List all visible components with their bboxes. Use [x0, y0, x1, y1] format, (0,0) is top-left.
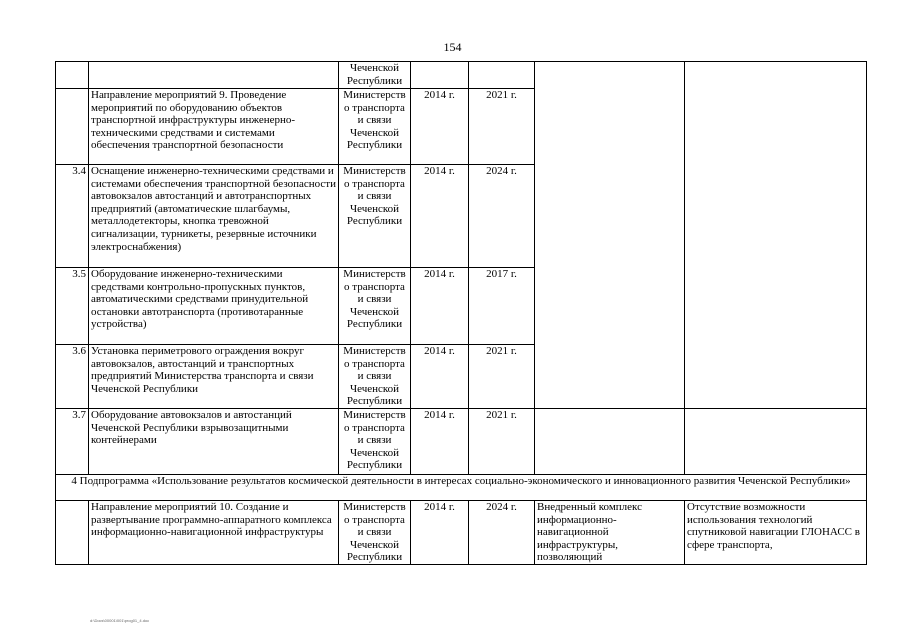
subprogram-row: [56, 475, 867, 501]
start-year-cell: [411, 62, 469, 89]
measure-name-cell: Оснащение инженерно-техническими средствами и системами обеспечения транспортной безопасности автовокзалов автостанций и автотранспортных предприятий (автоматические шлагбаумы, металлодетекторы, кнопка тревожной сигнализации, турникеты, резервные источники электроснабжения): [89, 165, 339, 268]
end-year-cell: 2021 г.: [469, 345, 535, 409]
row-number-cell: 3.5: [56, 268, 89, 345]
measure-name-cell: Направление мероприятий 9. Проведение мероприятий по оборудованию объектов транспортной инфраструктуры инженерно-техническими средствами и системами обеспечения транспортной безопасности: [89, 89, 339, 165]
result-cell: Внедренный комплекс информационно-навигационной инфраструктуры, позволяющий: [535, 501, 685, 565]
result-cell: [535, 409, 685, 475]
row-number-cell: [56, 89, 89, 165]
executor-cell: [339, 501, 411, 565]
table-row: [56, 501, 867, 565]
executor-text: Министерств о транспорта и связи Чеченской Республики: [343, 268, 406, 331]
table-row: [56, 62, 867, 89]
row-number-cell: [56, 62, 89, 89]
measure-name-cell: Направление мероприятий 10. Создание и развертывание программно-аппаратного комплекса информационно-навигационной инфраструктуры: [89, 501, 339, 565]
executor-cell: [339, 268, 411, 345]
executor-cell: [339, 165, 411, 268]
executor-text: Министерств о транспорта и связи Чеченской Республики: [343, 89, 406, 152]
consequence-cell: Отсутствие возможности использования технологий спутниковой навигации ГЛОНАСС в сфере транспорта,: [685, 501, 867, 565]
executor-cell: [339, 62, 411, 89]
executor-cell: [339, 89, 411, 165]
measure-name-cell: Установка периметрового ограждения вокруг автовокзалов, автостанций и транспортных предприятий Министерства транспорта и связи Чеченской Республики: [89, 345, 339, 409]
executor-cell: [339, 345, 411, 409]
result-cell: [535, 62, 685, 409]
start-year-cell: 2014 г.: [411, 501, 469, 565]
measure-name-cell: Оборудование автовокзалов и автостанций Чеченской Республики взрывозащитными контейнерами: [89, 409, 339, 475]
end-year-cell: 2024 г.: [469, 501, 535, 565]
start-year-cell: 2014 г.: [411, 89, 469, 165]
start-year-cell: 2014 г.: [411, 165, 469, 268]
executor-text: Министерств о транспорта и связи Чеченской Республики: [343, 409, 406, 472]
executor-text: Министерств о транспорта и связи Чеченской Республики: [343, 501, 406, 564]
measure-name-cell: Оборудование инженерно-техническими средствами контрольно-пропускных пунктов, автоматическими средствами принудительной остановки автотранспорта (противотаранные устройства): [89, 268, 339, 345]
end-year-cell: 2017 г.: [469, 268, 535, 345]
row-number-cell: 3.7: [56, 409, 89, 475]
start-year-cell: 2014 г.: [411, 345, 469, 409]
row-number-cell: 3.6: [56, 345, 89, 409]
consequence-cell: [685, 62, 867, 409]
end-year-cell: [469, 62, 535, 89]
executor-text: Чеченской Республики: [346, 62, 403, 87]
footer-file-path: d:\Docs\00001\001\prog01_4.doc: [90, 618, 150, 623]
table-row: [56, 409, 867, 475]
executor-text: Министерств о транспорта и связи Чеченской Республики: [343, 345, 406, 408]
measure-name-cell: [89, 62, 339, 89]
table-body: [56, 62, 867, 565]
subprogram-banner: 4 Подпрограмма «Использование результатов космической деятельности в интересах социально-экономического и инновационного развития Чеченской Республики»: [56, 475, 867, 501]
consequence-cell: [685, 409, 867, 475]
executor-cell: [339, 409, 411, 475]
program-measures-table: [55, 61, 867, 565]
end-year-cell: 2021 г.: [469, 89, 535, 165]
page-number: 154: [443, 40, 462, 54]
start-year-cell: 2014 г.: [411, 268, 469, 345]
row-number-cell: 3.4: [56, 165, 89, 268]
start-year-cell: 2014 г.: [411, 409, 469, 475]
row-number-cell: [56, 501, 89, 565]
end-year-cell: 2021 г.: [469, 409, 535, 475]
executor-text: Министерств о транспорта и связи Чеченской Республики: [343, 165, 406, 228]
end-year-cell: 2024 г.: [469, 165, 535, 268]
